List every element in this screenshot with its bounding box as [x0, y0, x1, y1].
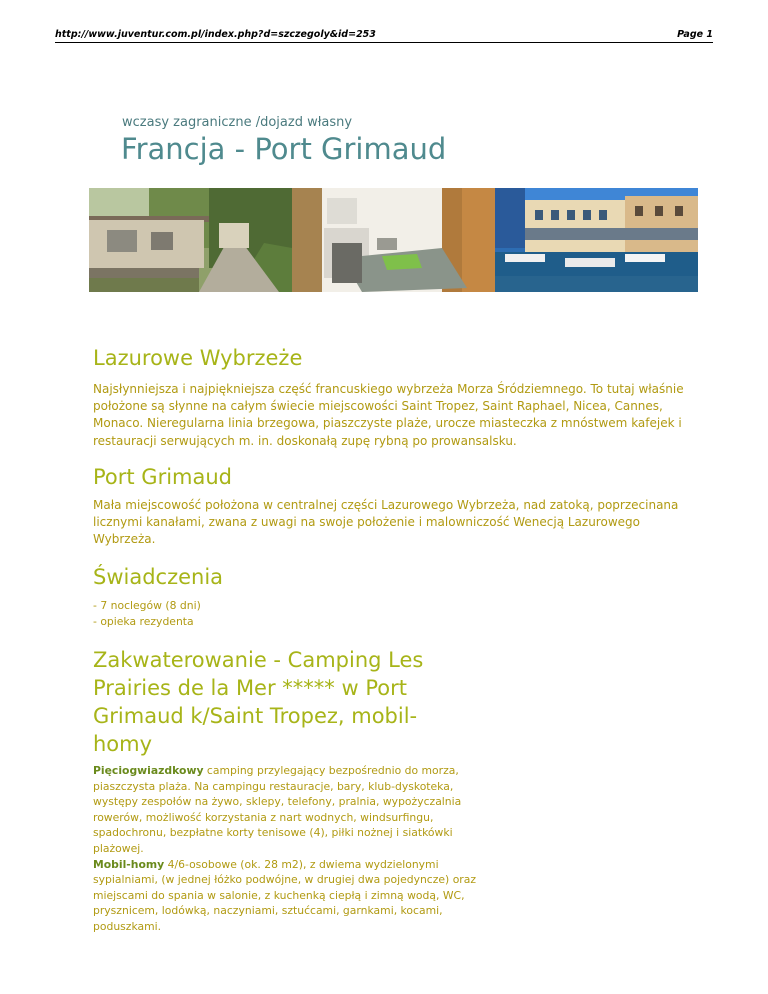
page-title: Francja - Port Grimaud — [121, 132, 447, 166]
section-heading-port: Port Grimaud — [93, 465, 233, 489]
section-body-lazurowe: Najsłynniejsza i najpiękniejsza część francuskiego wybrzeża Morza Śródziemnego. To tutaj właśnie położone są słynne na całym świecie miejscowości Saint Tropez, Saint Raphael, Nicea, Cannes, Monaco. Nieregularna linia brzegowa, piaszczyste plaże, urocze miasteczka z mnóstwem kafejek i restauracji serwujących m. in. doskonałą zupę rybną po prowansalsku. — [93, 382, 684, 448]
page-header — [55, 28, 713, 43]
section-heading-swiadczenia: Świadczenia — [93, 565, 224, 589]
photo-strip — [89, 188, 698, 292]
header-url: http://www.juventur.com.pl/index.php?d=szczegoly&id=253 — [55, 29, 376, 40]
interior-kitchen-photo — [292, 188, 495, 292]
benefits-list — [93, 598, 201, 629]
camping-rating-label: Pięciogwiazdkowy — [93, 764, 204, 777]
benefit-item: - opieka rezydenta — [93, 614, 194, 628]
page-number: Page 1 — [677, 29, 713, 40]
port-canal-photo — [495, 188, 698, 292]
accommodation-paragraph-mobilhomes — [93, 857, 488, 935]
section-body-port: Mała miejscowość położona w centralnej części Lazurowego Wybrzeża, nad zatoką, poprzecinana licznymi kanałami, zwana z uwagi na swoje położenie i malowniczość Wenecją Lazurowego Wybrzeża. — [93, 498, 679, 547]
accommodation-paragraph-camping — [93, 763, 488, 857]
campsite-road-photo — [89, 188, 292, 292]
camping-description: camping przylegający bezpośrednio do morza, piaszczysta plaża. Na campingu restauracje, bary, klub-dyskoteka, występy zespołów na żywo, sklepy, telefony, pralnia, wypożyczalnia rowerów, możliwość korzystania z nart wodnych, windsurfingu, spadochronu, bezpłatne korty tenisowe (4), piłki nożnej i siatkówki plażowej. — [93, 764, 462, 855]
section-heading-lazurowe: Lazurowe Wybrzeże — [93, 346, 303, 370]
accommodation-description — [93, 763, 488, 935]
section-heading-zakwaterowanie: Zakwaterowanie - Camping Les Prairies de la Mer ***** w Port Grimaud k/Saint Tropez, mobil-homy — [93, 648, 424, 756]
mobilhome-description: 4/6-osobowe (ok. 28 m2), z dwiema wydzielonymi sypialniami, (w jednej łóżko podwójne, w drugiej dwa pojedyncze) oraz miejscami do spania w salonie, z kuchenką ciepłą i zimną wodą, WC, prysznicem, lodówką, naczyniami, sztućcami, garnkami, kocami, poduszkami. — [93, 857, 477, 933]
mobilhome-label: Mobil-homy — [93, 857, 165, 871]
category-subtitle: wczasy zagraniczne /dojazd własny — [122, 115, 353, 130]
benefit-item: - 7 noclegów (8 dni) — [93, 599, 201, 612]
